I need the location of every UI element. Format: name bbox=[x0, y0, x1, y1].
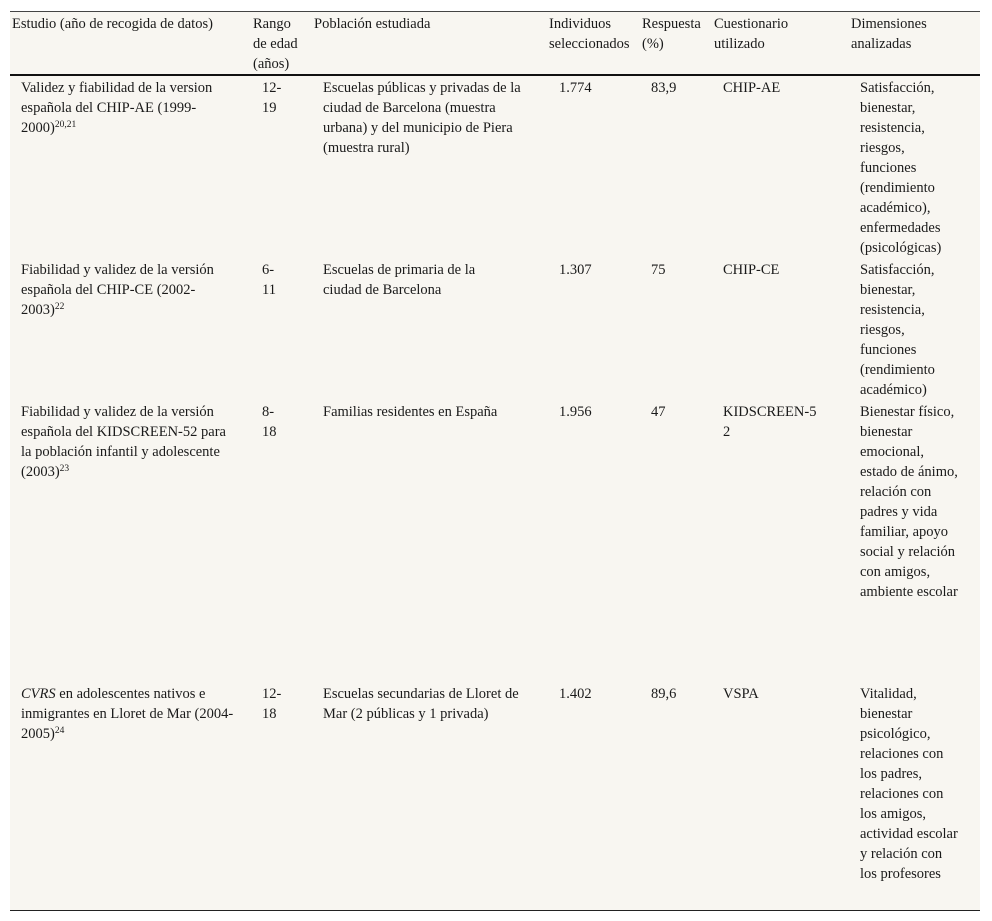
header-individuals: Individuos seleccionados bbox=[549, 16, 630, 52]
row-4-dimensions: Vitalidad, bienestar psicológico, relaciones con los padres, relaciones con los amigos, actividad escolar y relación con los profesores bbox=[860, 686, 958, 882]
row-2-individuals: 1.307 bbox=[559, 262, 592, 278]
studies-table bbox=[10, 11, 980, 911]
row-2-study-text: Fiabilidad y validez de la versión española del CHIP-CE (2002-2003) bbox=[21, 262, 214, 318]
row-3-questionnaire: KIDSCREEN-52 bbox=[723, 404, 817, 440]
row-1-response: 83,9 bbox=[651, 80, 677, 96]
row-4-response: 89,6 bbox=[651, 686, 677, 702]
row-2-study bbox=[21, 260, 236, 320]
row-2-ref: 22 bbox=[54, 302, 65, 312]
row-3-response: 47 bbox=[651, 404, 666, 420]
row-3-study bbox=[21, 402, 236, 482]
row-4-ref: 24 bbox=[54, 726, 65, 736]
header-questionnaire: Cuestionario utilizado bbox=[714, 16, 789, 52]
row-1-ref: 20,21 bbox=[54, 120, 77, 130]
row-2-response: 75 bbox=[651, 262, 666, 278]
row-1-dimensions: Satisfacción, bienestar, resistencia, riesgos, funciones (rendimiento académico), enfermedades (psicológicas) bbox=[860, 80, 942, 256]
row-4-age: 12-18 bbox=[262, 686, 282, 722]
row-3-dimensions: Bienestar físico, bienestar emocional, estado de ánimo, relación con padres y vida familiar, apoyo social y relación con amigos, ambiente escolar bbox=[860, 404, 958, 600]
row-2-questionnaire: CHIP-CE bbox=[723, 262, 780, 278]
row-3-age: 8-18 bbox=[262, 404, 277, 440]
row-4-study-prefix: CVRS bbox=[21, 686, 56, 702]
header-divider bbox=[10, 74, 980, 76]
header-study: Estudio (año de recogida de datos) bbox=[12, 16, 213, 32]
row-1-age: 12-19 bbox=[262, 80, 282, 116]
row-1-questionnaire: CHIP-AE bbox=[723, 80, 781, 96]
row-1-study-text: Validez y fiabilidad de la version española del CHIP-AE (1999-2000) bbox=[21, 80, 213, 136]
header-response: Respuesta (%) bbox=[642, 16, 701, 52]
row-3-population: Familias residentes en España bbox=[323, 404, 498, 420]
row-4-study-text: en adolescentes nativos e inmigrantes en Lloret de Mar (2004-2005) bbox=[21, 686, 234, 742]
row-1-population: Escuelas públicas y privadas de la ciudad de Barcelona (muestra urbana) y del municipio de Piera (muestra rural) bbox=[323, 80, 521, 156]
row-1-study bbox=[21, 78, 236, 138]
row-2-dimensions: Satisfacción, bienestar, resistencia, riesgos, funciones (rendimiento académico) bbox=[860, 262, 935, 398]
row-2-population: Escuelas de primaria de la ciudad de Barcelona bbox=[323, 262, 476, 298]
header-age: Rango de edad (años) bbox=[253, 16, 298, 72]
row-3-individuals: 1.956 bbox=[559, 404, 592, 420]
row-4-questionnaire: VSPA bbox=[723, 686, 759, 702]
row-4-population: Escuelas secundarias de Lloret de Mar (2 públicas y 1 privada) bbox=[323, 686, 519, 722]
row-3-study-text: Fiabilidad y validez de la versión española del KIDSCREEN-52 para la población infantil y adolescente (2003) bbox=[21, 404, 226, 480]
row-3-ref: 23 bbox=[59, 464, 70, 474]
row-4-study bbox=[21, 684, 236, 744]
header-population: Población estudiada bbox=[314, 16, 431, 32]
row-1-individuals: 1.774 bbox=[559, 80, 592, 96]
row-4-individuals: 1.402 bbox=[559, 686, 592, 702]
header-dimensions: Dimensiones analizadas bbox=[851, 16, 927, 52]
row-2-age: 6-11 bbox=[262, 262, 276, 298]
